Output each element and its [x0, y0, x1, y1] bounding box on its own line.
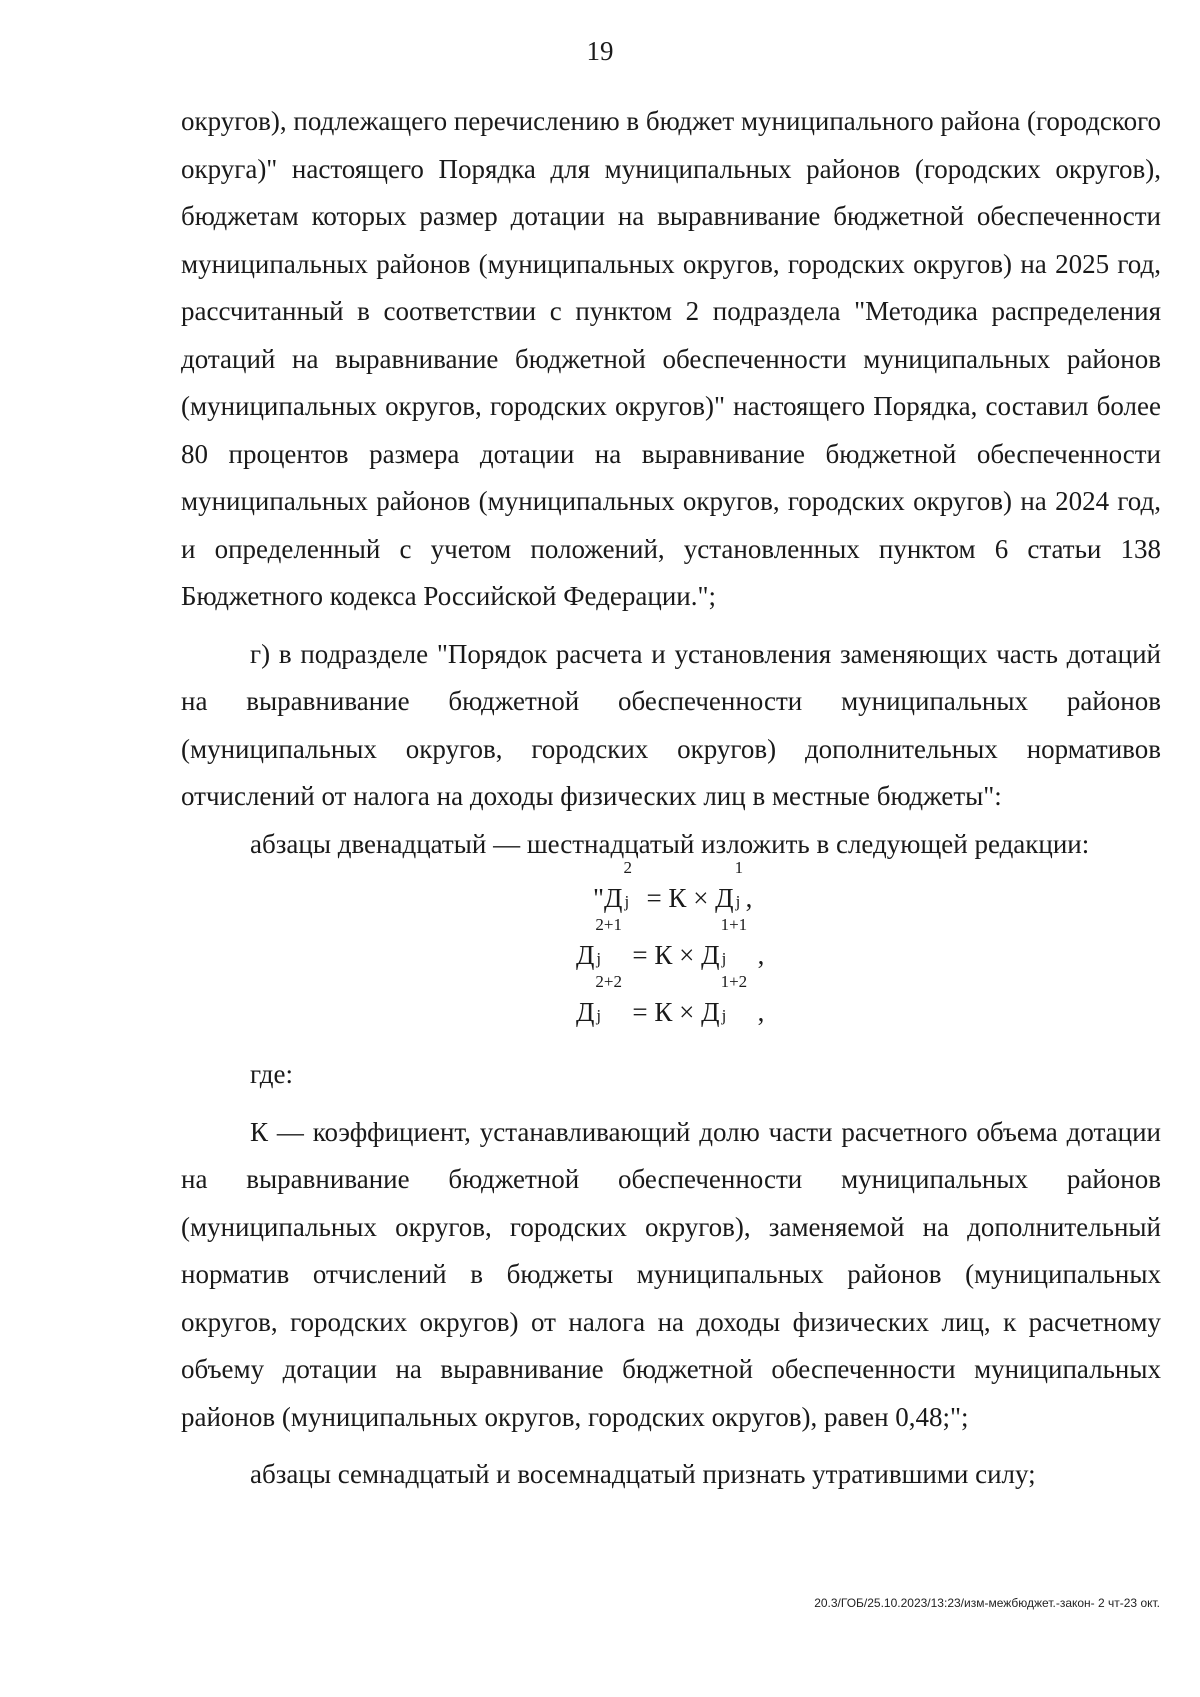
document-body	[181, 98, 1161, 1499]
paragraph-continuation: округов), подлежащего перечислению в бюджет муниципального района (городского округа)" настоящего Порядка для муниципальных районов (городских округов), бюджетам которых размер дотации на выравнивание бюджетной обеспеченности муниципальных районов (муниципальных округов, городских округов) на 2025 год, рассчитанный в соответствии с пунктом 2 подраздела "Методика распределения дотаций на выравнивание бюджетной обеспеченности муниципальных районов (муниципальных округов, городских округов)" настоящего Порядка, составил более 80 процентов размера дотации на выравнивание бюджетной обеспеченности муниципальных районов (муниципальных округов, городских округов) на 2024 год, и определенный с учетом положений, установленных пунктом 6 статьи 138 Бюджетного кодекса Российской Федерации.";	[181, 106, 1162, 611]
paragraph-repeal: абзацы семнадцатый и восемнадцатый признать утратившими силу;	[250, 1459, 1036, 1489]
formula-lhs-superscript: 2+1	[595, 915, 623, 934]
formula-rhs: Д 1+1 j	[701, 915, 748, 970]
formula-lhs-superscript: 2	[623, 858, 632, 877]
formula-rhs-subscript: j	[721, 1006, 727, 1025]
formula-rhs-superscript: 1+1	[720, 915, 748, 934]
formula-rhs: Д 1+2 j	[701, 972, 748, 1027]
formula-line-1: "Д 2 j = К × Д 1 j ,	[576, 870, 1161, 927]
formula-lhs: Д 2+2 j	[576, 972, 623, 1027]
formula-line-2: Д 2+1 j = К × Д 1+1 j ,	[576, 927, 1161, 984]
formula-rhs-subscript: j	[721, 949, 727, 968]
formula-operator: = К ×	[632, 997, 702, 1027]
paragraph-amend-instruction: абзацы двенадцатый — шестнадцатый изложить в следующей редакции:	[250, 828, 1090, 859]
paragraph-where: где:	[250, 1059, 293, 1089]
formula-rhs-subscript: j	[735, 892, 741, 911]
formula-line-3: Д 2+2 j = К × Д 1+2 j ,	[576, 984, 1161, 1041]
document-footer-stamp: 20.3/ГОБ/25.10.2023/13:23/изм-межбюджет.-закон- 2 чт-23 окт.	[814, 1596, 1160, 1610]
formula-block	[181, 858, 1161, 1041]
formula-rhs-superscript: 1+2	[720, 972, 748, 991]
formula-rhs: Д 1 j	[715, 858, 744, 913]
page-number: 19	[586, 36, 614, 66]
paragraph-coefficient-definition: К — коэффициент, устанавливающий долю части расчетного объема дотации на выравнивание бюджетной обеспеченности муниципальных районов (муниципальных округов, городских округов), заменяемой на дополнительный норматив отчислений в бюджеты муниципальных районов (муниципальных округов, городских округов) от налога на доходы физических лиц, к расчетному объему дотации на выравнивание бюджетной обеспеченности муниципальных районов (муниципальных округов, городских округов), равен 0,48;";	[181, 1116, 1161, 1432]
formula-operator: = К ×	[632, 940, 702, 970]
formula-lhs-subscript: j	[624, 892, 630, 911]
formula-lhs: Д 2 j	[604, 858, 632, 913]
formula-lhs-subscript: j	[596, 949, 602, 968]
formula-lhs-subscript: j	[596, 1006, 602, 1025]
formula-lhs: Д 2+1 j	[576, 915, 623, 970]
paragraph-subsection-g: г) в подразделе "Порядок расчета и установления заменяющих часть дотаций на выравнивание бюджетной обеспеченности муниципальных районов (муниципальных округов, городских округов) дополнительных нормативов отчислений от налога на доходы физических лиц в местные бюджеты":	[181, 638, 1161, 811]
formula-lhs-superscript: 2+2	[595, 972, 623, 991]
formula-rhs-superscript: 1	[734, 858, 744, 877]
formula-operator: = К ×	[646, 883, 716, 913]
